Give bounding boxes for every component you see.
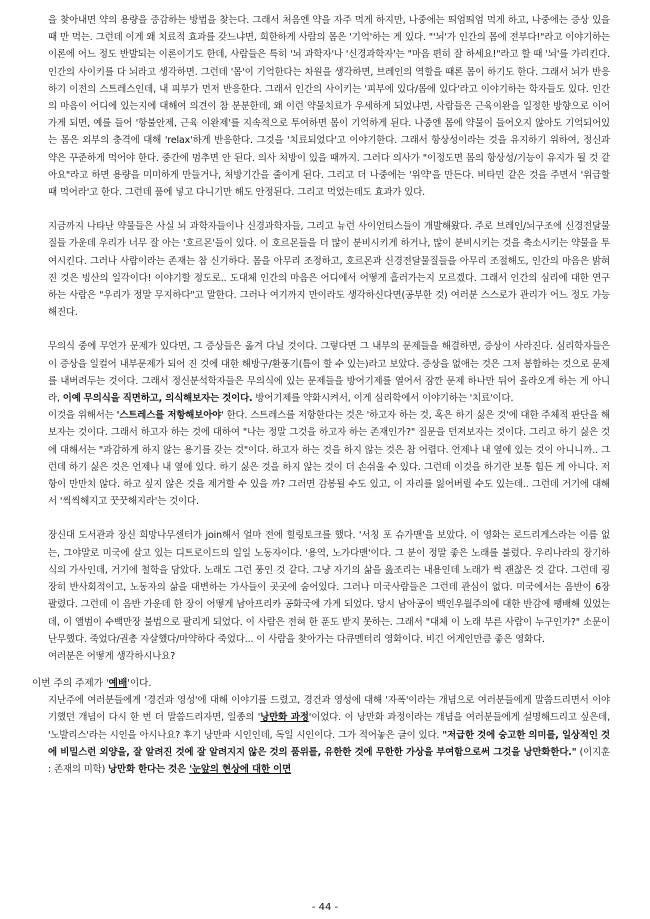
paragraph-body-4 [48,407,610,510]
paragraph-body-1: 을 찾아내면 약의 용량을 증감하는 방법을 찾는다. 그래서 처음엔 약을 자주 먹게 하지만, 나중에는 띄엄띄엄 먹게 하고, 나중에는 증상 있을 때 만 먹는. 그런데 이게 왜 치료적 효과를 갖느냐면, 희한하게 사람의 몸은 '기억'하는 게 있다. "'뇌'가 인간의 몸에 전부다!"라고 이야기하는 이론에 어느 정도 반발되는 이론이기도 한데, 사람들은 특히 '뇌 과학자'나 '신경과학자'는 "마음 편히 잘 하세요!"라고 할 때 '뇌'를 가리킨다. 인간의 사이키를 다 뇌라고 생각하면. 그런데 '몸'이 기억한다는 차원을 생각하면, 브레인의 역할을 때론 몸이 하기도 한다. 그래서 뇌가 반응하기 이전의 스트레스인데, 내 피부가 먼저 반응한다. 그래서 인간의 사이키는 '피부에 있다/몸에 있다'라고 이야기하는 학자들도 있다. 인간의 마음이 어디에 있는지에 대해여 의견이 참 분분한데, 왜 이런 약물치료가 우세하게 되었냐면, 사람들은 근육이완을 일정한 방향으로 이어가게 되면, 예를 들어 '항불안제, 근육 이완제'를 지속적으로 투여하면 몸이 기억하게 된다. 나중엔 몸에 약물이 들어오지 않아도 기억되어있는 몸은 외부의 충격에 대해 'relax'하게 반응한다. 그것을 '치료되었다'고 이야기한다. 그래서 항상성이라는 것을 유지하기 위하여, 정신과 약은 꾸준하게 먹어야 한다. 중간에 멈추면 안 된다. 의사 처방이 있을 때까지. 그러다 의사가 "이정도면 몸의 항상성/기능이 유지가 될 것 같아요"라고 하면 용량을 미미하게 만들거나, 처방기간을 줄이게 된다. 그리고 더 나중에는 '위약'을 만든다. 비타민 같은 것을 주면서 '위급할 때 먹어라'고 한다. 그런데 품에 넣고 다니기만 해도 안정된다. 그리고 먹었는데도 효과가 있다. [48,15,610,199]
paragraph-4-lead: 이것을 위해서는 [48,410,117,422]
paragraph-6-text: 지난주에 여러분들에게 '경건과 영성'에 대해 이야기를 드렸고, 경건과 영성에 대해 '자폭'이라는 개념으로 여러분들에게 말씀드리면서 이야기했던 개념이 다시 한 번 더 말씀드리자면, 일종의 ' [48,695,610,724]
paragraph-6-underlined: '눈앞의 현상에 대한 이면 [189,763,292,775]
paragraph-question: 여러분은 어떻게 생각하시나요? [48,650,176,662]
paragraph-6-emphasis: 낭만화 한다는 것은 [108,763,190,775]
paragraph-3-text: 무의식 중에 무언가 문제가 있다면, 그 증상들은 옮겨 다닐 것이다. 그렇다면 그 내부의 문제들을 해결하면, 증상이 사라진다. 심리학자들은 이 증상을 일컬어 내부문제가 되어 진 것에 대한 해방구/환풍기(틈이 할 수 있는)라고 보았다. 증상을 없애는 것은 그저 봉합하는 것으로 문제를 내버려두는 것이다. 그래서 정신분석학자들은 무의식에 있는 문제들을 방어기제를 열어서 잠깐 문제 하나만 뒤어 올라오게 하는 게 아니라, [48,341,610,405]
paragraph-6-text-2: '이었다. 이 낭만화 과정이라는 개념을 여러분들에게 설명해드리고 싶은데, '노발리스'라는 시인을 아시나요? 후기 낭만파 시인인데, 독일 시인이다. 그가 적어놓은 글이 있다. [48,712,611,741]
paragraph-6-quote: "저급한 것에 숭고한 의미를, 일상적인 것에 비밀스런 외양을, 잘 알려진 것에 잘 알려지지 않은 것의 품위를, 유한한 것에 무한한 가상을 부여함으로써 그것을 낭만화한다." [48,729,611,758]
paragraph-body-5: 장신대 도서관과 장신 희망나무센터가 join해서 얼마 전에 힐링토크를 했다. '서칭 포 슈가맨'을 보았다. 이 영화는 로드리게스라는 이름 없는, 그야말로 미국에 살고 있는 디트로이드의 일일 노동자이다. '용역, 노가다맨'이다. 그 분이 정말 좋은 노래를 불렀다. 우리나라의 장기하 식의 가사인데, 거기에 철학을 담았다. 노래도 그런 풍인 것 같다. 그냥 자기의 삶을 읊조리는 내용인데 노래가 썩 괜찮은 것 같다. 그런데 굉장히 반사회적이고, 노동자의 삶을 대변하는 가사들이 곳곳에 숨어있다. 그러나 미국사람들은 그런데 관심이 없다. 미국에서는 음반이 6장 팔렸다. 그런데 이 음반 가운데 한 장이 어떻게 남아프리카 공화국에 가게 되었다. 당시 남아공이 백인우월주의에 대한 반감에 팽배해 있었는데, 이 앨범이 수백만장 불법으로 팔리게 되었다. 이 사람은 전혀 한 푼도 받지 못하는. 그래서 "대체 이 노래 부른 사람이 누구인가?" 소문이 난무했다. 죽었다/권총 자살했다/마약하다 죽었다... 이 사람을 찾아가는 다큐멘터리 영화이다. 비긴 어게인만큼 좋은 영화다. [48,530,610,645]
weekly-topic-line [32,675,610,692]
paragraph-3-emphasis: 이예 무의식을 직면하고, 의식해보자는 것이다. [62,393,253,405]
paragraph-3-tail: 방어기제를 약화시켜서, 이게 심리학에서 이야기하는 '치료'이다. [252,393,514,405]
topic-lead: 이번 주의 주제가 ' [32,678,109,690]
paragraph-body-3 [48,338,610,407]
paragraph-4-text: ' 한다. 스트레스를 저항한다는 것은 '하고자 하는 것, 혹은 하기 싫은 것'에 대한 주체적 판단을 해보자는 것이다. 그래서 하고자 하는 것에 대하여 "나는 정말 그것을 하고자 하는 존재인가?" 질문을 던져보자는 것이다. 그리고 하기 싫은 것에 대해서는 "과감하게 하지 않는 용기를 갖는 것"이다. 하고자 하는 것을 하지 않는 것은 참 어렵다. 언제나 내 옆에 있는 것이 아니니까.. 그런데 하기 싫은 것은 언제나 내 옆에 있다. 하기 싫은 것을 하지 않는 것이 더 손쉬울 수 있다. 그런데 이것을 하기란 보통 힘든 게 아니다. 저항이 만만치 않다. 하고 싶지 않은 것을 제거할 수 있을 까? 그러면 감봉될 수도 있고, 이 자리를 잃어버릴 수도 있는데.. 그런데 거기에 대해서 '씩씩해지고 꿋꿋해지라'는 것이다. [48,410,610,508]
topic-tail: '이다. [127,678,152,690]
topic-keyword: 예배 [108,678,128,690]
paragraph-body-6 [48,692,610,778]
paragraph-4-emphasis: '스트레스를 저항해보아야 [116,410,222,422]
paragraph-6-keyword: 낭만화 과정 [260,712,309,724]
paragraph-6-citation: (이지훈 : 존재의 미학) [48,746,611,775]
page-number: - 44 - [311,902,339,913]
paragraph-body-2: 지금까지 나타난 약물들은 사실 뇌 과학자들이나 신경과학자들, 그리고 뉴런 사이언티스들이 개발해왔다. 주로 브레인/뇌구조에 신경전달물질들 가운데 우리가 너무 잘 아는 '호르몬'들이 있다. 이 호르몬들을 더 많이 분비시키게 하거나, 많이 분비시키는 것을 축소시키는 약물을 투여시킨다. 그러나 사람이라는 존재는 참 신기하다. 몸을 아무리 조정하고, 호르몬과 신경전달물질들을 아무리 조절해도, 인간의 마음은 밝혀진 것은 빙산의 일각이다! 이야기할 정도로.. 도대체 인간의 마음은 어디에서 어떻게 흘러가는지 모르겠다. 그래서 인간의 심리에 대한 연구하는 사람은 "우리가 정말 무지하다"고 말한다. 그러나 여기까지 만이라도 생각하신다면(공부한 것) 여러분 스스로가 관리가 어느 정도 가능해진다. [48,221,610,319]
